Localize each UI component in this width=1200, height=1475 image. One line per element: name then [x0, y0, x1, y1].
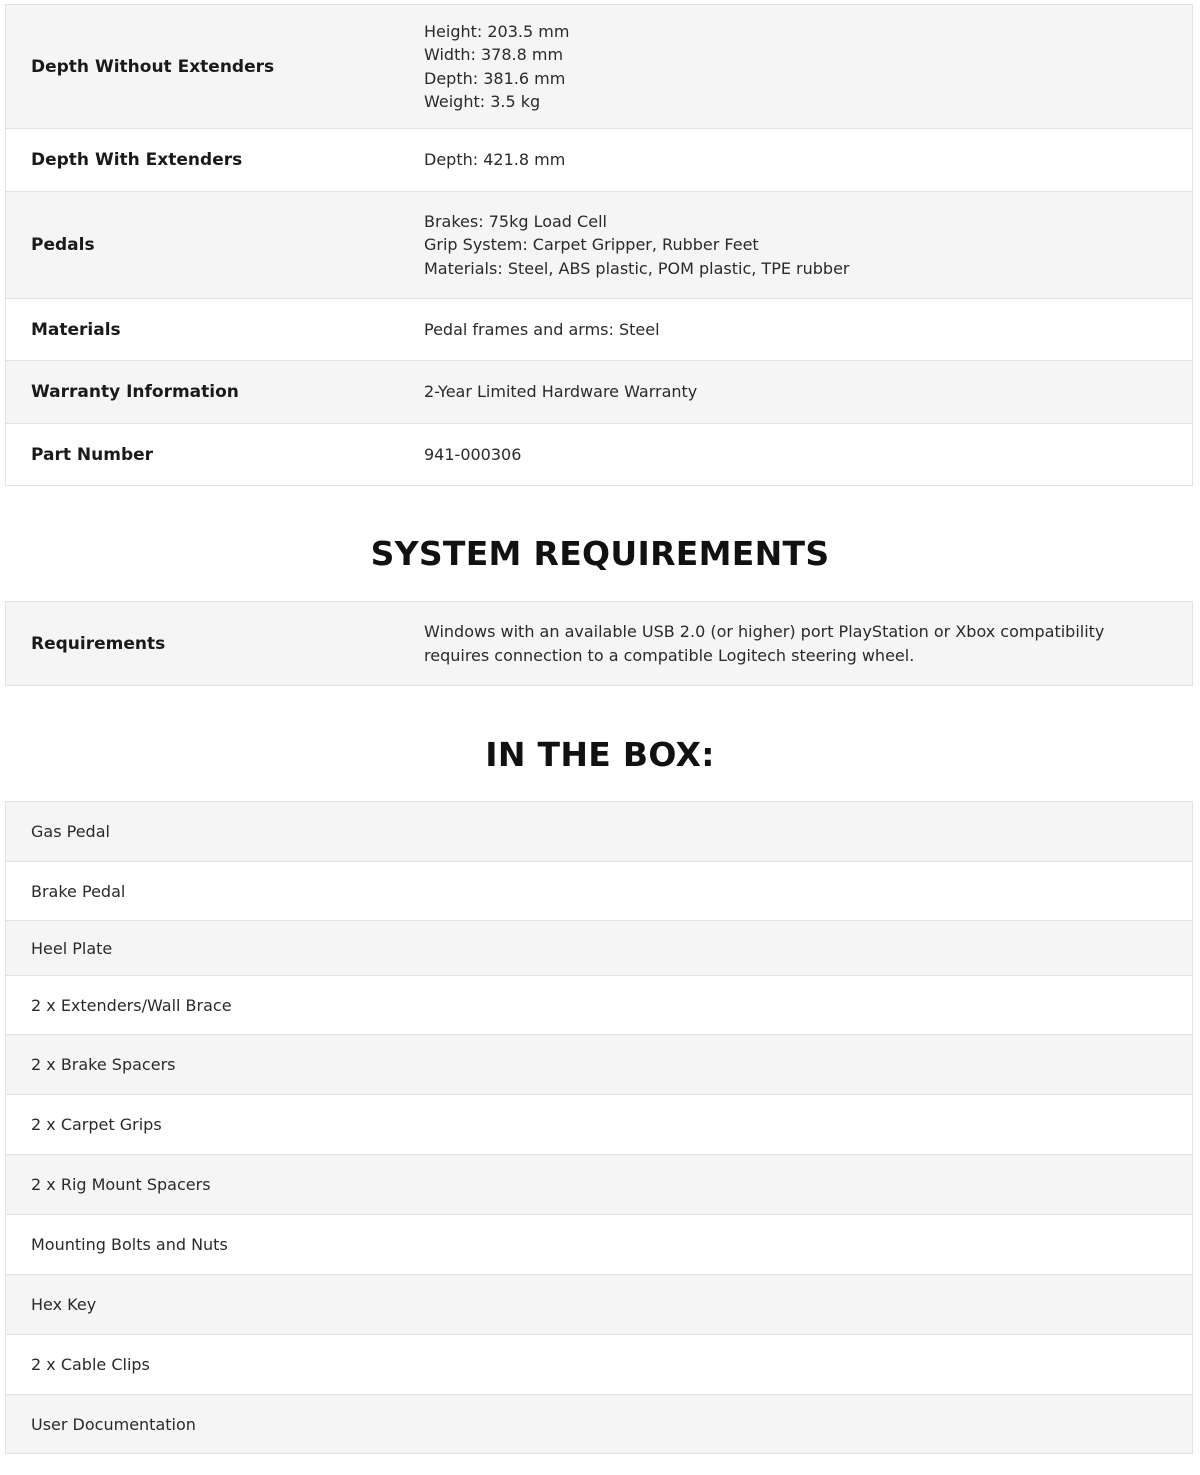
in-the-box-title: IN THE BOX:: [485, 735, 715, 774]
spec-value-line: 2-Year Limited Hardware Warranty: [424, 382, 698, 402]
spec-label: Materials: [6, 299, 400, 361]
list-item-label: Hex Key: [6, 1275, 1193, 1335]
list-item: [6, 862, 1193, 921]
spec-value-line: Windows with an available USB 2.0 (or higher) port PlayStation or Xbox compatibility requires connection to a compatible Logitech steering wheel.: [424, 622, 1105, 665]
spec-value: [399, 129, 1193, 192]
spec-label: Part Number: [6, 424, 400, 486]
spec-value-line: Depth: 421.8 mm: [424, 150, 566, 170]
spec-value-line: Weight: 3.5 kg: [424, 92, 541, 111]
spec-row-requirements: [6, 602, 1193, 686]
list-item-label: Gas Pedal: [6, 802, 1193, 862]
list-item: [6, 1335, 1193, 1395]
spec-label: Depth Without Extenders: [6, 5, 400, 129]
specifications-table: [5, 4, 1193, 486]
list-item: [6, 1215, 1193, 1275]
system-requirements-table: [5, 601, 1193, 686]
list-item-label: Mounting Bolts and Nuts: [6, 1215, 1193, 1275]
list-item: [6, 976, 1193, 1035]
spec-value-line: Brakes: 75kg Load Cell: [424, 211, 607, 231]
spec-label: Warranty Information: [6, 361, 400, 424]
list-item: [6, 1395, 1193, 1454]
list-item: [6, 802, 1193, 862]
spec-value-line: 941-000306: [424, 444, 522, 464]
spec-value-line: Materials: Steel, ABS plastic, POM plastic, TPE rubber: [424, 258, 850, 278]
in-the-box-table: [5, 801, 1193, 1454]
spec-label: Pedals: [6, 192, 400, 299]
list-item-label: 2 x Brake Spacers: [6, 1035, 1193, 1095]
spec-value: [399, 5, 1193, 129]
spec-value: [399, 602, 1193, 686]
list-item-label: 2 x Cable Clips: [6, 1335, 1193, 1395]
list-item: [6, 1035, 1193, 1095]
list-item: [6, 1155, 1193, 1215]
list-item: [6, 921, 1193, 976]
spec-label: Depth With Extenders: [6, 129, 400, 192]
spec-value-line: Width: 378.8 mm: [424, 45, 564, 64]
spec-row-depth-without-extenders: [6, 5, 1193, 129]
spec-label: Requirements: [6, 602, 400, 686]
list-item-label: Brake Pedal: [6, 862, 1193, 921]
spec-value: [399, 361, 1193, 424]
spec-value-line: Height: 203.5 mm: [424, 21, 570, 41]
list-item-label: Heel Plate: [6, 921, 1193, 976]
spec-row-materials: [6, 299, 1193, 361]
list-item: [6, 1275, 1193, 1335]
list-item-label: User Documentation: [6, 1395, 1193, 1454]
system-requirements-title: SYSTEM REQUIREMENTS: [370, 534, 830, 573]
list-item-label: 2 x Carpet Grips: [6, 1095, 1193, 1155]
spec-value: [399, 299, 1193, 361]
spec-value: [399, 192, 1193, 299]
spec-row-part-number: [6, 424, 1193, 486]
list-item-label: 2 x Rig Mount Spacers: [6, 1155, 1193, 1215]
spec-value-line: Pedal frames and arms: Steel: [424, 319, 660, 339]
spec-row-depth-with-extenders: [6, 129, 1193, 192]
spec-row-pedals: [6, 192, 1193, 299]
list-item: [6, 1095, 1193, 1155]
spec-value-line: Grip System: Carpet Gripper, Rubber Feet: [424, 235, 759, 255]
spec-value-line: Depth: 381.6 mm: [424, 68, 566, 88]
spec-row-warranty: [6, 361, 1193, 424]
spec-value: [399, 424, 1193, 486]
list-item-label: 2 x Extenders/Wall Brace: [6, 976, 1193, 1035]
